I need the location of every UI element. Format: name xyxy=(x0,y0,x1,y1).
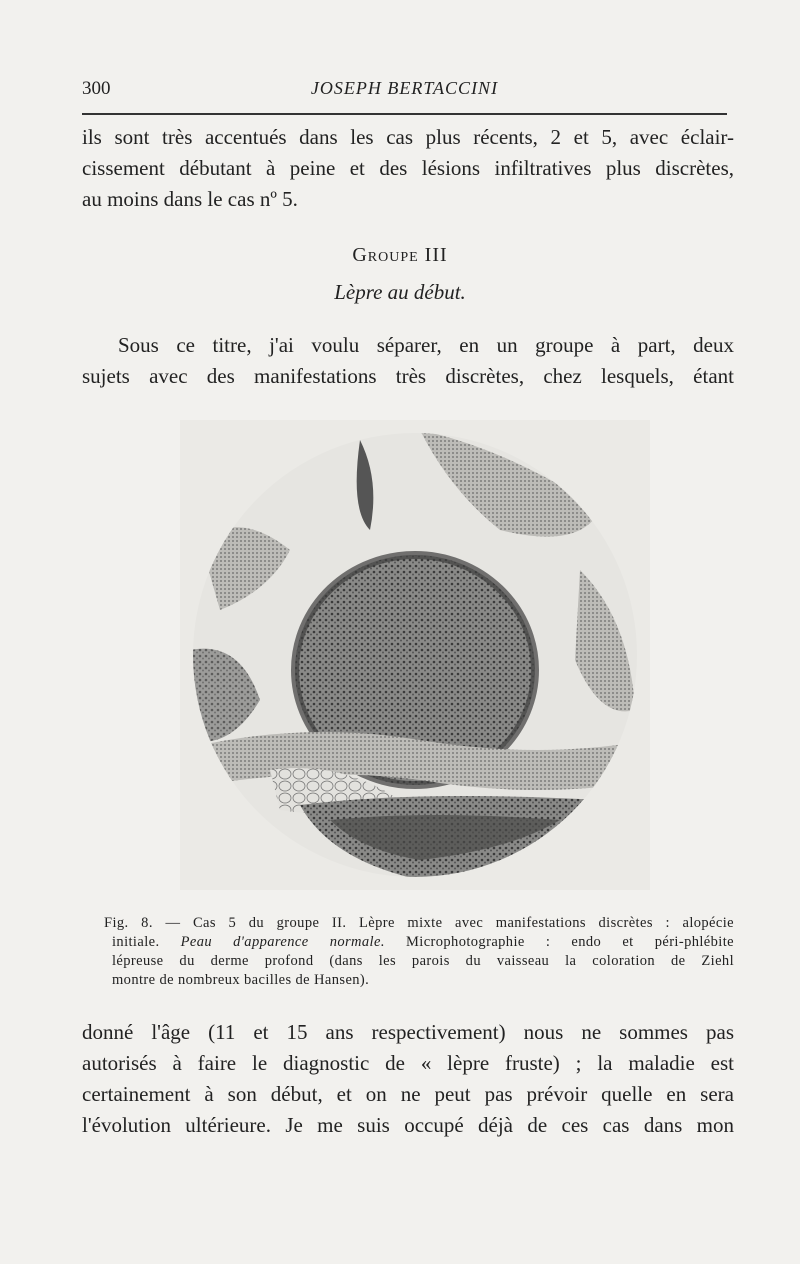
caption-italic: Peau d'apparence normale. xyxy=(180,934,385,950)
page-header xyxy=(82,78,727,108)
page-number: 300 xyxy=(82,78,111,99)
text-line: l'évolution ultérieure. Je me suis occupé déjà de ces cas dans mon xyxy=(82,1113,734,1137)
text-line: cissement débutant à peine et des lésions infiltratives plus discrètes, xyxy=(82,156,734,180)
group-word: Groupe xyxy=(352,244,419,266)
caption-line xyxy=(104,933,734,952)
caption-line: lépreuse du derme profond (dans les parois du vaisseau la coloration de Ziehl xyxy=(112,953,734,969)
paragraph-1 xyxy=(82,122,734,215)
micrograph-image xyxy=(180,420,650,890)
group-number: III xyxy=(424,244,448,266)
text-line: Sous ce titre, j'ai voulu séparer, en un groupe à part, deux xyxy=(118,333,734,357)
running-head: JOSEPH BERTACCINI xyxy=(310,78,499,98)
caption-text: Microphotographie : endo et péri-phlébite xyxy=(384,934,734,950)
text-line: autorisés à faire le diagnostic de « lèpre fruste) ; la maladie est xyxy=(82,1051,734,1075)
text-line: sujets avec des manifestations très discrètes, chez lesquels, étant xyxy=(82,364,734,388)
caption-line: montre de nombreux bacilles de Hansen). xyxy=(112,972,370,988)
paragraph-3 xyxy=(82,1017,734,1141)
text-line: donné l'âge (11 et 15 ans respectivement) nous ne sommes pas xyxy=(82,1020,734,1044)
text-line: ils sont très accentués dans les cas plus récents, 2 et 5, avec éclair- xyxy=(82,125,734,149)
caption-line: Fig. 8. — Cas 5 du groupe II. Lèpre mixte avec manifestations discrètes : alopécie xyxy=(104,915,734,931)
figure-caption xyxy=(104,914,734,990)
caption-text: initiale. xyxy=(112,934,181,950)
text-line: certainement à son début, et on ne peut pas prévoir quelle en sera xyxy=(82,1082,734,1106)
paragraph-2 xyxy=(82,330,734,392)
section-subtitle: Lèpre au début. xyxy=(334,280,466,304)
header-rule xyxy=(82,113,727,115)
section-heading xyxy=(0,244,800,267)
text-line: au moins dans le cas nº 5. xyxy=(82,187,298,211)
micrograph-figure xyxy=(180,420,650,890)
